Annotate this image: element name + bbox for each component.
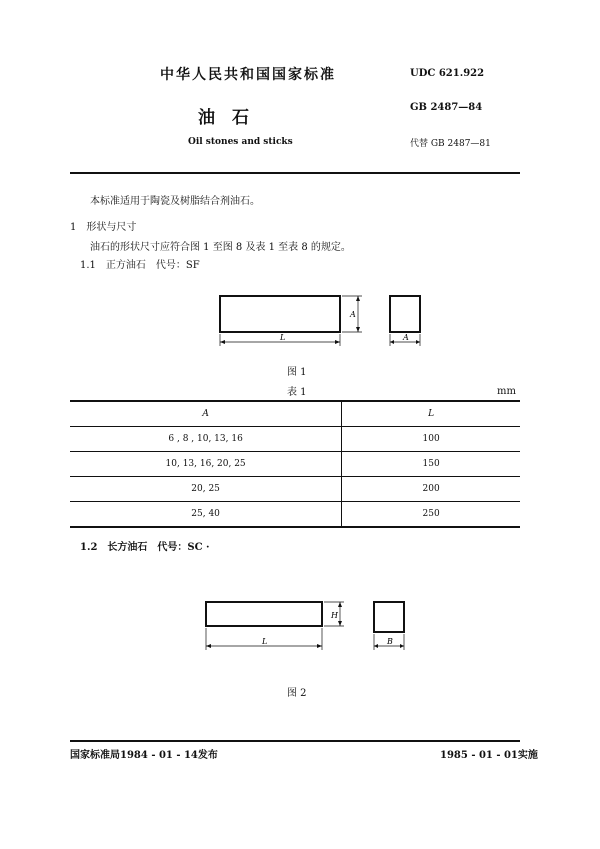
org-title: 中华人民共和国国家标准	[160, 67, 336, 83]
label-A-side: A	[350, 310, 356, 319]
table-header-row	[70, 401, 520, 427]
intro-text: 本标准适用于陶瓷及树脂结合剂油石。	[90, 196, 260, 207]
figure-2-caption: 图 2	[287, 688, 307, 699]
section-1-heading: 1 形状与尺寸	[70, 222, 137, 233]
table-row	[70, 477, 520, 502]
document-title: 油 石	[198, 108, 249, 128]
subtitle-en: Oil stones and sticks	[188, 137, 293, 147]
subsection-1-1-heading: 1.1 正方油石 代号：SF	[80, 260, 200, 271]
square-stone-end-view	[390, 296, 420, 332]
table-row	[70, 427, 520, 452]
column-header-A: A	[70, 401, 342, 427]
cell-A: 10, 13, 16, 20, 25	[70, 452, 342, 477]
cell-L: 100	[422, 434, 440, 444]
label-L: L	[280, 333, 286, 342]
label-B: B	[387, 637, 393, 646]
square-stone-side-view	[220, 296, 340, 332]
rectangular-stone-side-view	[206, 602, 322, 626]
label-A-end: A	[403, 333, 409, 342]
section-1-text: 油石的形状尺寸应符合图 1 至图 8 及表 1 至表 8 的规定。	[90, 242, 351, 253]
table-1-unit: mm	[497, 386, 516, 397]
figure-1-caption: 图 1	[287, 367, 307, 378]
cell-L: 200	[422, 484, 440, 494]
issue-date: 国家标准局1984 - 01 - 14发布	[70, 750, 218, 761]
replaces-note: 代替 GB 2487—81	[410, 139, 491, 149]
figure-1-drawing	[210, 290, 430, 350]
cell-A: 20, 25	[70, 477, 342, 502]
table-row	[70, 502, 520, 528]
rectangular-stone-end-view	[374, 602, 404, 632]
subsection-1-2-heading: 1.2 长方油石 代号：SC ·	[80, 542, 210, 553]
header-rule	[70, 172, 520, 174]
label-L: L	[262, 637, 268, 646]
figure-2-drawing	[196, 594, 422, 656]
footer-rule	[70, 740, 520, 742]
gb-number: GB 2487—84	[410, 102, 483, 113]
cell-L: 250	[422, 509, 440, 519]
table-row	[70, 452, 520, 477]
effective-date: 1985 - 01 - 01实施	[440, 750, 538, 761]
cell-A: 25, 40	[70, 502, 342, 528]
cell-A: 6 , 8 , 10, 13, 16	[70, 427, 342, 452]
column-header-L: L	[428, 409, 435, 419]
udc-number: UDC 621.922	[410, 68, 485, 79]
label-H: H	[331, 611, 338, 620]
table-1-title: 表 1	[287, 387, 307, 398]
cell-L: 150	[422, 459, 440, 469]
table-1	[70, 400, 520, 528]
